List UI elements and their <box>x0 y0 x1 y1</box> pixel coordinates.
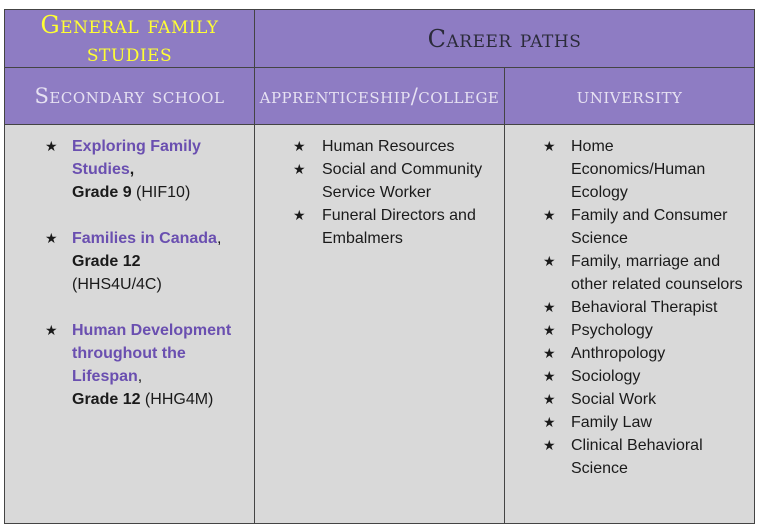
star-bullet-icon: ★ <box>45 230 58 246</box>
course-code: (HIF10) <box>131 184 191 201</box>
career-item <box>543 388 748 411</box>
university-career-list <box>543 135 748 480</box>
career-item <box>543 135 748 204</box>
university-label: university <box>576 84 683 108</box>
content-row <box>5 125 755 524</box>
career-label: Clinical Behavioral Science <box>571 437 703 477</box>
career-label: Anthropology <box>571 345 666 362</box>
career-paths-title: Career paths <box>427 24 582 53</box>
course-item <box>45 135 248 204</box>
university-careers-cell <box>505 125 755 524</box>
career-table-container <box>4 9 754 514</box>
career-label: Family and Consumer Science <box>571 207 728 247</box>
star-bullet-icon: ★ <box>293 207 306 223</box>
star-bullet-icon: ★ <box>543 391 556 407</box>
career-item <box>293 135 498 158</box>
course-name[interactable]: Families in Canada <box>72 230 217 247</box>
header-row <box>5 10 755 68</box>
career-item <box>543 342 748 365</box>
general-family-studies-title: General family studies <box>40 10 219 67</box>
star-bullet-icon: ★ <box>45 322 58 338</box>
career-label: Family, marriage and other related counselors <box>571 253 743 293</box>
course-code: (HHG4M) <box>140 391 214 408</box>
star-bullet-icon: ★ <box>293 161 306 177</box>
career-item <box>293 204 498 250</box>
apprenticeship-college-label: apprenticeship/college <box>259 84 500 108</box>
apprenticeship-careers-cell <box>255 125 505 524</box>
course-grade: Grade 9 <box>72 184 132 201</box>
career-label: Sociology <box>571 368 641 385</box>
course-separator: , <box>137 368 143 385</box>
course-grade: Grade 12 <box>72 253 141 270</box>
career-label: Home Economics/Human Ecology <box>571 138 706 201</box>
star-bullet-icon: ★ <box>543 437 556 453</box>
course-separator: , <box>129 161 135 178</box>
star-bullet-icon: ★ <box>293 138 306 154</box>
career-item <box>543 319 748 342</box>
course-grade: Grade 12 <box>72 391 141 408</box>
star-bullet-icon: ★ <box>543 414 556 430</box>
star-bullet-icon: ★ <box>543 138 556 154</box>
subheader-apprenticeship-college <box>255 68 505 125</box>
course-item <box>45 319 248 411</box>
star-bullet-icon: ★ <box>45 138 58 154</box>
career-label: Family Law <box>571 414 652 431</box>
header-general-family-studies <box>5 10 255 68</box>
career-label: Funeral Directors and Embalmers <box>322 207 476 247</box>
career-item <box>543 204 748 250</box>
subheader-university <box>505 68 755 125</box>
career-item <box>543 411 748 434</box>
course-name[interactable]: Exploring Family Studies <box>72 138 201 178</box>
subheader-secondary-school <box>5 68 255 125</box>
subheader-row <box>5 68 755 125</box>
secondary-courses-cell <box>5 125 255 524</box>
star-bullet-icon: ★ <box>543 299 556 315</box>
course-item <box>45 227 248 296</box>
course-code: (HHS4U/4C) <box>72 276 162 293</box>
career-label: Human Resources <box>322 138 455 155</box>
star-bullet-icon: ★ <box>543 253 556 269</box>
course-name[interactable]: Human Development throughout the Lifespan <box>72 322 232 385</box>
star-bullet-icon: ★ <box>543 345 556 361</box>
career-item <box>543 434 748 480</box>
header-career-paths <box>255 10 755 68</box>
career-label: Social and Community Service Worker <box>322 161 483 201</box>
career-item <box>543 296 748 319</box>
star-bullet-icon: ★ <box>543 207 556 223</box>
course-list <box>45 135 248 411</box>
course-separator: , <box>216 230 222 247</box>
career-item <box>543 250 748 296</box>
secondary-school-label: Secondary school <box>34 84 225 108</box>
career-label: Behavioral Therapist <box>571 299 718 316</box>
career-label: Psychology <box>571 322 653 339</box>
career-table <box>4 9 755 524</box>
star-bullet-icon: ★ <box>543 368 556 384</box>
career-label: Social Work <box>571 391 657 408</box>
apprenticeship-career-list <box>293 135 498 250</box>
career-item <box>543 365 748 388</box>
career-item <box>293 158 498 204</box>
star-bullet-icon: ★ <box>543 322 556 338</box>
